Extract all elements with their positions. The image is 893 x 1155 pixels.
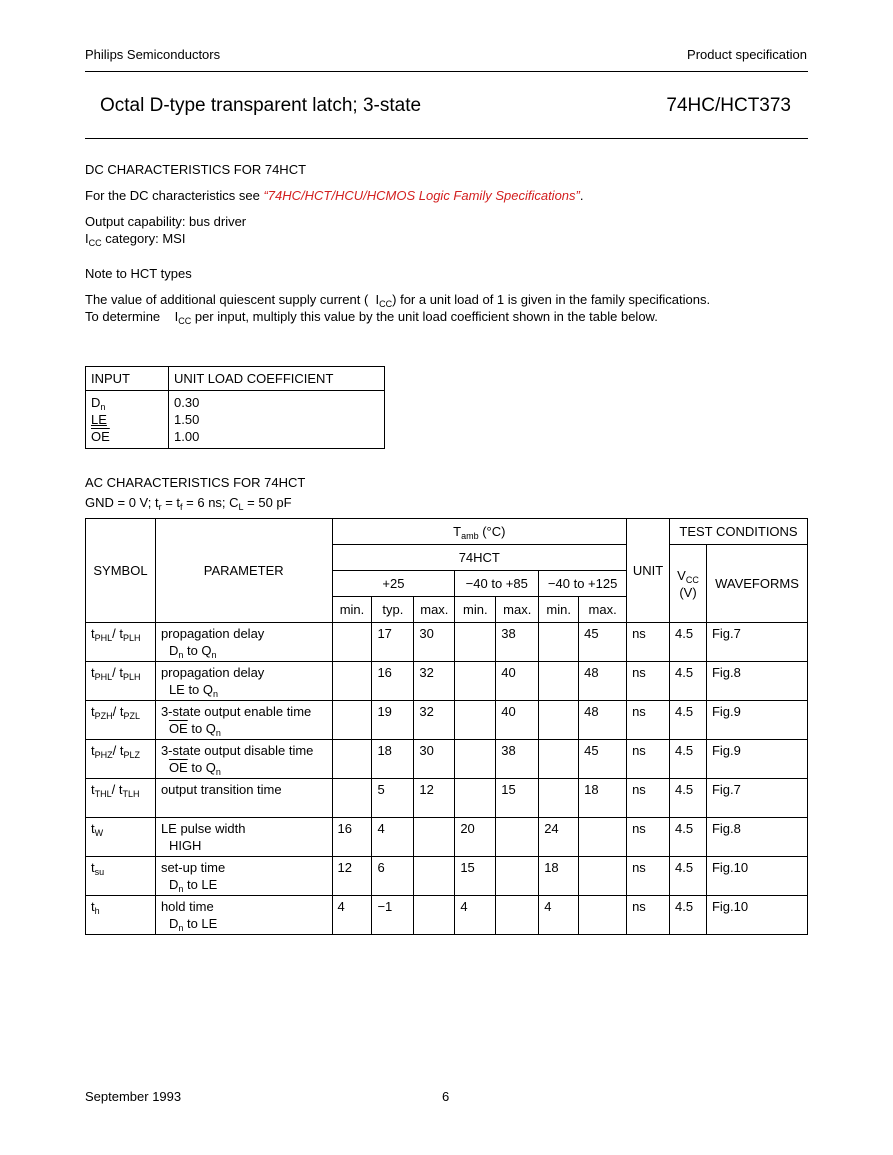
cell-min-85: 20 [455, 818, 496, 857]
icc-subscript: CC [88, 238, 102, 248]
col-min-125: min. [539, 597, 579, 623]
cell-min-25 [332, 623, 372, 662]
cell-max-25 [414, 857, 455, 896]
cell-parameter: output transition time [155, 779, 332, 818]
cell-symbol: $t_{THL}/$ $t_{TLH}$ [86, 779, 156, 818]
cell-max-125 [579, 896, 627, 935]
cell-max-125 [579, 818, 627, 857]
cell-max-25: 32 [414, 701, 455, 740]
coef-le: 1.50 [174, 412, 200, 427]
col-input: INPUT [86, 367, 169, 391]
cell-typ-25: 6 [372, 857, 414, 896]
col-vcc: $V_{CC}$ (V) [670, 545, 707, 623]
cell-min-85 [455, 701, 496, 740]
cell-min-85 [455, 779, 496, 818]
cell-waveform: Fig.10 [706, 857, 807, 896]
cell-parameter: hold time $D_n$ to LE [155, 896, 332, 935]
cell-min-125: 18 [539, 857, 579, 896]
cell-symbol: $t_{PHZ}/$ $t_{PLZ}$ [86, 740, 156, 779]
cell-typ-25: 16 [372, 662, 414, 701]
cell-min-25: 12 [332, 857, 372, 896]
col-min-85: min. [455, 597, 496, 623]
cell-min-85: 15 [455, 857, 496, 896]
table-row [86, 818, 808, 857]
cell-min-125: 4 [539, 896, 579, 935]
cell-unit: ns [627, 779, 670, 818]
col-symbol: SYMBOL [86, 519, 156, 623]
dc-see-suffix: . [579, 188, 584, 203]
cell-typ-25: 5 [372, 779, 414, 818]
note-line-1 [85, 291, 710, 308]
cell-max-85 [496, 896, 539, 935]
ac-conditions: GND = 0 V; $t_r = t_f = 6$ ns; $C_L = 50$ pF [85, 495, 292, 512]
cell-max-125: 45 [579, 623, 627, 662]
coef-oe: 1.00 [174, 429, 200, 444]
dc-see-prefix: For the DC characteristics see [85, 188, 264, 203]
cell-vcc: 4.5 [670, 701, 707, 740]
cell-waveform: Fig.8 [706, 818, 807, 857]
cell-max-25 [414, 818, 455, 857]
cell-min-25 [332, 662, 372, 701]
cell-symbol: $t_{su}$ [86, 857, 156, 896]
unit-load-table [85, 366, 385, 449]
cell-min-25 [332, 740, 372, 779]
cell-vcc: 4.5 [670, 779, 707, 818]
note-line-2-symbol: I [174, 309, 179, 324]
company-name: Philips Semiconductors [85, 47, 221, 62]
cell-waveform: Fig.10 [706, 896, 807, 935]
icc-symbol: I [85, 231, 89, 246]
cell-vcc: 4.5 [670, 896, 707, 935]
cell-max-85: 40 [496, 662, 539, 701]
table-row [86, 701, 808, 740]
cell-vcc: 4.5 [670, 623, 707, 662]
part-number: 74HC/HCT373 [666, 95, 791, 116]
cell-symbol: $t_{PZH}/$ $t_{PZL}$ [86, 701, 156, 740]
cell-min-125 [539, 740, 579, 779]
note-line-2-b: per input, multiply this value by the unit load coefficient shown in the table below. [191, 309, 658, 324]
cell-max-125: 45 [579, 740, 627, 779]
cell-unit: ns [627, 857, 670, 896]
cell-waveform: Fig.9 [706, 740, 807, 779]
note-line-1-b: ) for a unit load of 1 is given in the family specifications. [392, 292, 711, 307]
cell-max-85: 40 [496, 701, 539, 740]
ac-table-body [86, 623, 808, 935]
cell-vcc: 4.5 [670, 857, 707, 896]
col-test-conditions: TEST CONDITIONS [670, 519, 808, 545]
output-capability: Output capability: bus driver [85, 214, 247, 229]
input-list [86, 391, 169, 449]
cell-typ-25: 19 [372, 701, 414, 740]
page-number: 6 [442, 1089, 450, 1104]
cell-min-125 [539, 779, 579, 818]
table-row [86, 896, 808, 935]
cell-symbol: $t_h$ [86, 896, 156, 935]
input-oe: $\overline{OE}$ [91, 429, 110, 444]
cell-typ-25: −1 [372, 896, 414, 935]
col-range-85: −40 to +85 [455, 571, 539, 597]
cell-max-25 [414, 896, 455, 935]
col-tamb: $T_{amb}$ (°C) [332, 519, 627, 545]
col-max-125: max. [579, 597, 627, 623]
cell-unit: ns [627, 896, 670, 935]
page-title: Octal D-type transparent latch; 3-state [100, 95, 422, 116]
cell-unit: ns [627, 701, 670, 740]
col-max-25: max. [414, 597, 455, 623]
col-range-25: +25 [332, 571, 455, 597]
dc-see-line [85, 187, 583, 204]
cell-min-25 [332, 701, 372, 740]
cell-min-85 [455, 623, 496, 662]
icc-category [85, 230, 185, 247]
note-line-2 [85, 308, 658, 325]
cell-max-85: 38 [496, 740, 539, 779]
cell-max-85 [496, 818, 539, 857]
cell-waveform: Fig.7 [706, 623, 807, 662]
unit-load-body-row [86, 391, 385, 449]
note-line-2-a: To determine [85, 309, 161, 324]
cell-parameter: propagation delay LE to $Q_n$ [155, 662, 332, 701]
note-line-1-a: The value of additional quiescent supply current ( [85, 292, 369, 307]
cell-symbol: $t_{PHL}/$ $t_{PLH}$ [86, 662, 156, 701]
col-waveforms: WAVEFORMS [706, 545, 807, 623]
cell-unit: ns [627, 662, 670, 701]
cell-max-25: 30 [414, 623, 455, 662]
input-dn: $D_n$ [91, 395, 106, 412]
cell-vcc: 4.5 [670, 662, 707, 701]
cell-vcc: 4.5 [670, 818, 707, 857]
col-family: 74HCT [332, 545, 627, 571]
col-min-25: min. [332, 597, 372, 623]
family-spec-link[interactable]: “74HC/HCT/HCU/HCMOS Logic Family Specifications” [263, 188, 580, 203]
icc-category-text: category: MSI [101, 231, 186, 246]
cell-waveform: Fig.7 [706, 779, 807, 818]
table-row [86, 857, 808, 896]
cell-min-125: 24 [539, 818, 579, 857]
footer-date: September 1993 [85, 1089, 182, 1104]
cell-min-85: 4 [455, 896, 496, 935]
cell-symbol: $t_W$ [86, 818, 156, 857]
cell-typ-25: 18 [372, 740, 414, 779]
ac-header-row-1 [86, 519, 808, 545]
cell-min-125 [539, 662, 579, 701]
cell-max-125: 48 [579, 662, 627, 701]
col-typ-25: typ. [372, 597, 414, 623]
cell-parameter: 3-state output enable time $\overline{OE}$ to $Q_n$ [155, 701, 332, 740]
cell-max-85: 15 [496, 779, 539, 818]
cell-min-125 [539, 623, 579, 662]
cell-min-25 [332, 779, 372, 818]
table-row [86, 662, 808, 701]
cell-parameter: LE pulse width HIGH [155, 818, 332, 857]
cell-symbol: $t_{PHL}/$ $t_{PLH}$ [86, 623, 156, 662]
cell-parameter: set-up time $D_n$ to LE [155, 857, 332, 896]
ac-characteristics-table [85, 518, 808, 935]
cell-typ-25: 4 [372, 818, 414, 857]
cell-max-85 [496, 857, 539, 896]
cell-waveform: Fig.8 [706, 662, 807, 701]
header-rule [85, 71, 808, 72]
note-line-1-sub: CC [379, 299, 393, 309]
table-row [86, 740, 808, 779]
coefficient-list [169, 391, 385, 449]
col-unit-load-coefficient: UNIT LOAD COEFFICIENT [169, 367, 385, 391]
cell-min-25: 4 [332, 896, 372, 935]
ac-heading: AC CHARACTERISTICS FOR 74HCT [85, 475, 306, 490]
cell-typ-25: 17 [372, 623, 414, 662]
col-unit: UNIT [627, 519, 670, 623]
cell-vcc: 4.5 [670, 740, 707, 779]
cell-max-125 [579, 857, 627, 896]
title-rule [85, 138, 808, 139]
unit-load-header-row [86, 367, 385, 391]
note-line-2-sub: CC [178, 316, 192, 326]
cell-max-25: 30 [414, 740, 455, 779]
cell-max-125: 48 [579, 701, 627, 740]
cell-unit: ns [627, 740, 670, 779]
cell-parameter: propagation delay $D_n$ to $Q_n$ [155, 623, 332, 662]
note-heading: Note to HCT types [85, 266, 192, 281]
col-max-85: max. [496, 597, 539, 623]
coef-dn: 0.30 [174, 395, 200, 410]
note-line-1-symbol: I [375, 292, 380, 307]
cell-max-25: 12 [414, 779, 455, 818]
cell-unit: ns [627, 818, 670, 857]
cell-max-125: 18 [579, 779, 627, 818]
table-row [86, 623, 808, 662]
table-row [86, 779, 808, 818]
col-parameter: PARAMETER [155, 519, 332, 623]
cell-min-85 [455, 662, 496, 701]
cell-parameter: 3-state output disable time $\overline{OE}$ to $Q_n$ [155, 740, 332, 779]
cell-min-125 [539, 701, 579, 740]
cell-min-85 [455, 740, 496, 779]
document-type: Product specification [687, 47, 807, 62]
cell-max-25: 32 [414, 662, 455, 701]
input-le: LE [91, 412, 107, 427]
cell-min-25: 16 [332, 818, 372, 857]
cell-unit: ns [627, 623, 670, 662]
cell-max-85: 38 [496, 623, 539, 662]
cell-waveform: Fig.9 [706, 701, 807, 740]
dc-heading: DC CHARACTERISTICS FOR 74HCT [85, 162, 307, 177]
col-range-125: −40 to +125 [539, 571, 627, 597]
